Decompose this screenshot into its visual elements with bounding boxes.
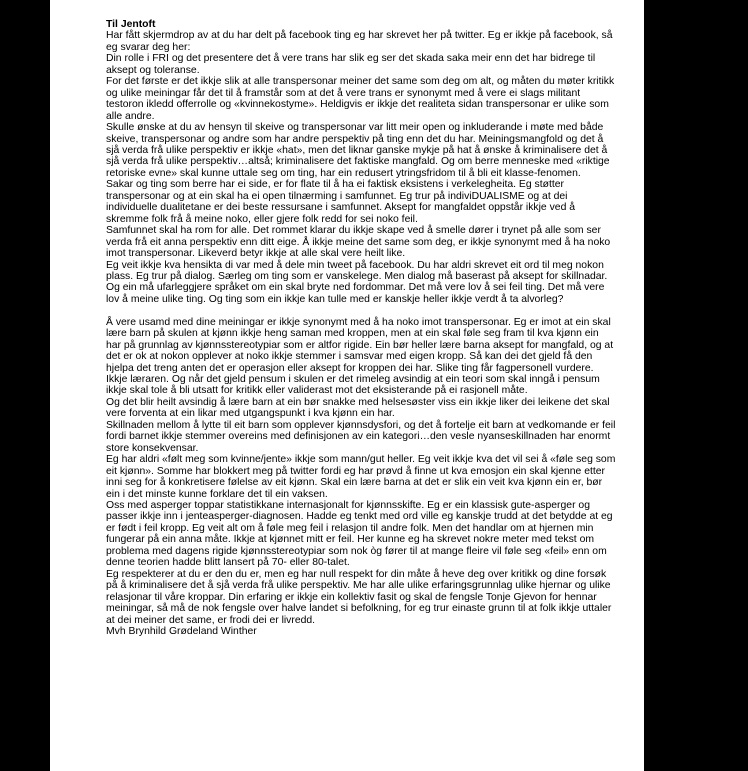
letter-body: [106, 19, 616, 637]
paragraph: Eg veit ikkje kva hensikta di var med å dele min tweet på facebook. Du har aldri skrevet eit ord til meg nokon plass. Eg trur på dialog. Særleg om ting som er vanskelege. Men dialog må baserast på aksept for skillnadar. Og ein må ufarleggjere språket om ein skal bryte ned fordommar. Det må vere lov å sei feil ting. Det må vere lov å meine ulike ting. Og ting som ein ikkje kan tulle med er kanskje heller ikkje verdt å ta alvorleg?: [106, 259, 608, 305]
paragraph: Sakar og ting som berre har ei side, er for flate til å ha ei faktisk eksistens i verkelegheita. Eg støtter transpersonar og at ein skal ha ei open tilnærming i samfunnet. Eg trur på indiviDUALISME og at dei individuelle dualitetane er dei beste ressursane i samfunnet. Aksept for mangfaldet oppstår ikkje ved å skremme folk frå å meine noko, eller gjere folk redd for sei noko feil.: [106, 179, 576, 225]
paragraph: Eg respekterer at du er den du er, men eg har null respekt for din måte å heve deg over kritikk og dine forsøk på å kriminalisere det å sjå verda frå ulike perspektiv. Me har alle ulike erfaringsgrunnlag ulike hjernar og ulike relasjonar til våre kroppar. Din erfaring er ikkje ein kollektiv fasit og skal de fengsle Tonje Gjevon for hennar meiningar, så må de nok fengsle over halve landet si befolkning, for eg trur einaste grunn til at folk ikkje uttaler at dei meiner det same, er frodi dei er livredd.: [106, 568, 612, 626]
paragraph: Eg har aldri «følt meg som kvinne/jente» ikkje som mann/gut heller. Eg veit ikkje kva det vil sei å «føle seg som eit kjønn». Somme har blokkert meg på twitter fordi eg har prøvd å finne ut kva emosjon ein skal kjenne etter inni seg for å konkretisere følelse av eit kjønn. Skal ein lære barna at det er slik ein veit kva kjønn ein er, bør ein i det minste kunne forklare det til ein vaksen.: [106, 454, 616, 500]
paragraph: Skillnaden mellom å lytte til eit barn som opplever kjønnsdysfori, og det å fortelje eit barn at vedkomande er feil fordi barnet ikkje stemmer overeins med definisjonen av ein kategori…den vesle nyanseskillnaden har enormt store konsekvensar.: [106, 419, 616, 454]
paragraph: Samfunnet skal ha rom for alle. Det rommet klarar du ikkje skape ved å smelle dører i trynet på alle som ser verda frå eit anna perspektiv enn ditt eige. Å ikkje meine det same som deg, er ikkje synonymt med å ha noko imot transpersonar. Likeverd betyr ikkje at alle skal vere heilt like.: [106, 225, 611, 260]
paragraph: Oss med asperger toppar statistikkane internasjonalt for kjønnsskifte. Eg er ein klassisk gute-asperger og passer ikkje inn i jenteasperger-diagnosen. Hadde eg tenkt med ord ville eg kanskje trudd at det betydde at eg er født i feil kropp. Eg veit alt om å føle meg feil i relasjon til andre folk. Men det handlar om at hjernen min fungerar på ein anna måte. Ikkje at kjønnet mitt er feil. Her kunne eg ha skrevet nokre meter med tekst om problema med dagens rigide kjønnsstereotypiar som nok òg fører til at mange fleire vil føle seg «feil» enn om denne teorien hadde blitt lansert på 70- eller 80-talet.: [106, 500, 613, 569]
paragraph: For det første er det ikkje slik at alle transpersonar meiner det same som deg om alt, og måten du møter kritikk og ulike meiningar får det til å framstår som at det å vere trans er synonymt med å vere ei slags militant testoron ikledd offerrolle og «kvinnekostyme». Heldigvis er ikkje det realiteta sidan transpersonar er ulike som alle andre.: [106, 76, 615, 122]
letter-title: Til Jentoft: [106, 19, 156, 30]
signature: Mvh Brynhild Grødeland Winther: [106, 626, 257, 637]
paragraph: Din rolle i FRI og det presentere det å vere trans har slik eg ser det skada saka meir enn det har bidrege til aksept og toleranse.: [106, 53, 596, 76]
document-page: [50, 0, 644, 771]
paragraph: Og det blir heilt avsindig å lære barn at ein bør snakke med helsesøster viss ein ikkje liker dei leikene det skal vere forventa at ein likar med utgangspunkt i kva kjønn ein har.: [106, 396, 610, 420]
paragraph: Skulle ønske at du av hensyn til skeive og transpersonar var litt meir open og inkluderande i møte med både skeive, transpersonar og andre som har andre perspektiv på ting enn det du har. Meiningsmangfold og det å sjå verda frå ulike perspektiv er ikkje «hat», men det liknar ganske mykje på hat å ønske å kriminalisere det å sjå verda frå ulike perspektiv…altså; kriminalisere det faktiske mangfald. Og om berre menneske med «riktige retoriske evne» skal kunne uttale seg om ting, har ein redusert ytringsfridom til å bli eit klasse-fenomen.: [106, 122, 610, 179]
paragraph: Å vere usamd med dine meiningar er ikkje synonymt med å ha noko imot transpersonar. Eg er imot at ein skal lære barn på skulen at kjønn ikkje heng saman med kroppen, men at ein skal føle seg fram til kva kjønn ein har på grunnlag av kjønnsstereotypiar som er altfor rigide. Ein bør heller lære barna aksept for mangfald, og at det er ok at nokon opplever at noko ikkje stemmer i samsvar med eigen kropp. Så kan dei det gjeld få den hjelpa det treng anten det er operasjon eller aksept for kroppen dei har. Slike ting får fagpersonell vurdere. Ikkje læraren. Og når det gjeld pensum i skulen er det rimeleg avsindig at ein teori som skal inngå i pensum ikkje skal tole å bli utsatt for kritikk eller validerast mot det eksisterande på ei rasjonell måte.: [106, 316, 614, 397]
paragraph: Har fått skjermdrop av at du har delt på facebook ting eg har skrevet her på twitter. Eg er ikkje på facebook, så eg svarar deg her:: [106, 30, 613, 53]
paragraph-gap: [106, 305, 616, 316]
